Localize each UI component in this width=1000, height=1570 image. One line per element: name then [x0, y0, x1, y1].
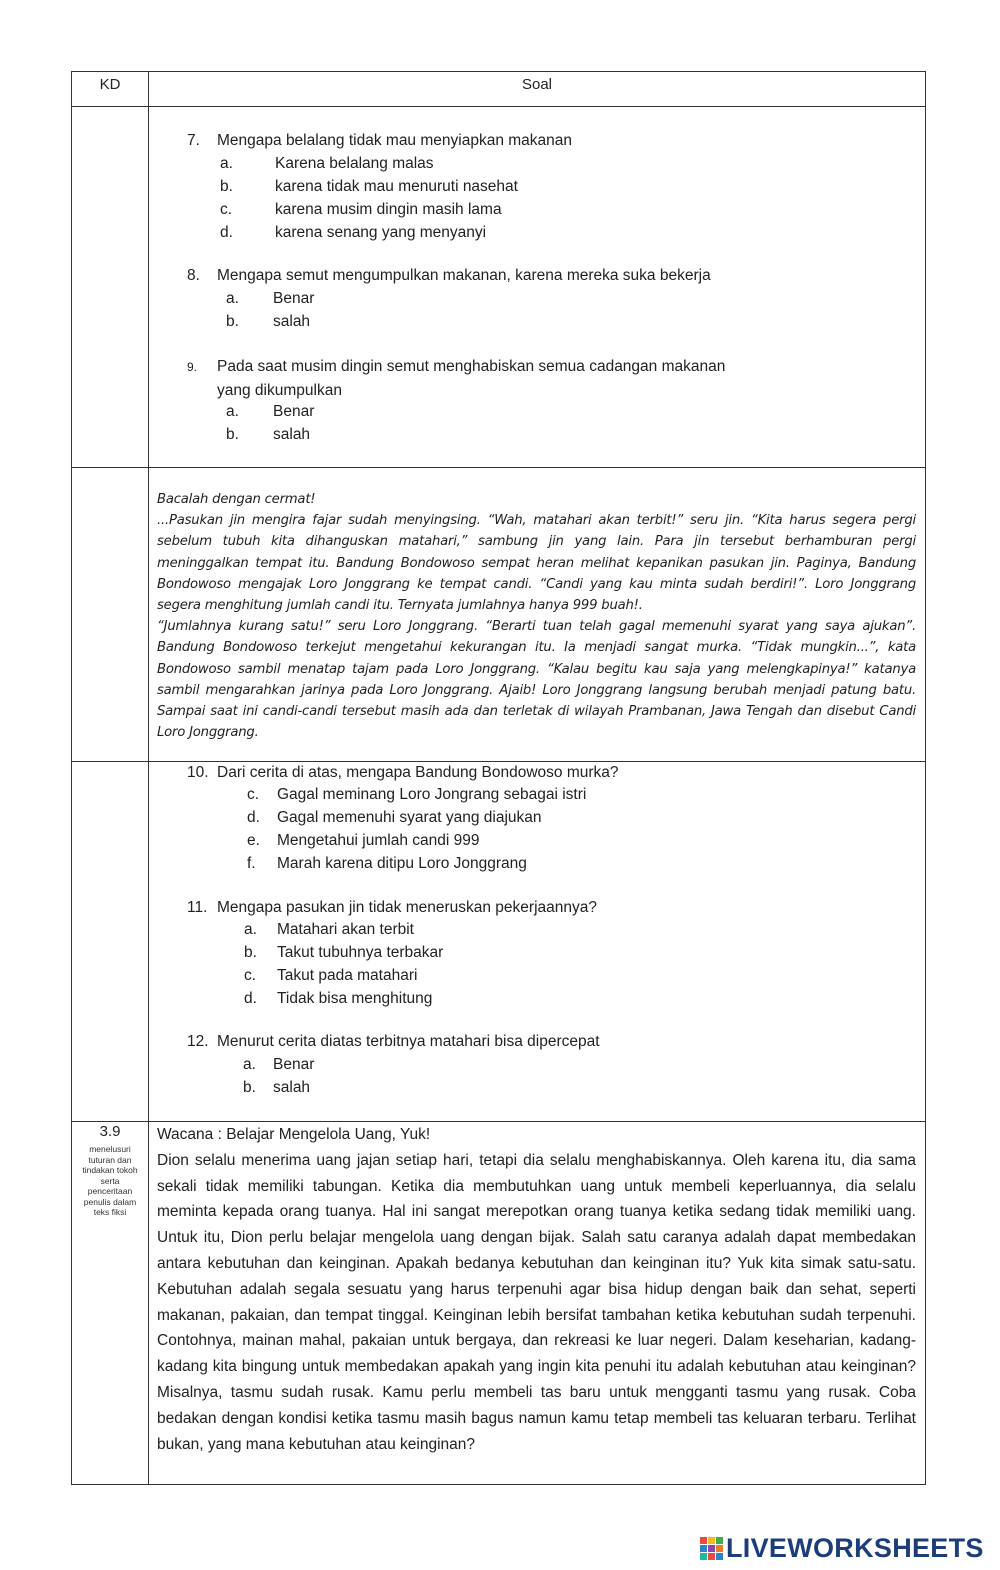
option-b[interactable]: b. karena tidak mau menuruti nasehat: [220, 178, 518, 195]
question-7: 7. Mengapa belalang tidak mau menyiapkan makanan: [187, 132, 573, 149]
liveworksheets-logo: [700, 1533, 984, 1563]
column-divider: [148, 72, 149, 1484]
option-d[interactable]: d. Tidak bisa menghitung: [244, 990, 433, 1007]
option-e[interactable]: e. Mengetahui jumlah candi 999: [247, 832, 480, 849]
question-11: 11. Mengapa pasukan jin tidak meneruskan pekerjaannya?: [187, 899, 597, 916]
option-b[interactable]: b. Takut tubuhnya terbakar: [244, 944, 444, 961]
row-divider: [72, 106, 925, 107]
question-8-options: [226, 287, 314, 333]
option-d[interactable]: d. karena senang yang menyanyi: [220, 224, 487, 241]
kd-code: 3.9: [99, 1123, 121, 1140]
wacana-title: Wacana : Belajar Mengelola Uang, Yuk!: [157, 1126, 431, 1143]
question-10: 10. Dari cerita di atas, mengapa Bandung Bondowoso murka?: [187, 764, 619, 781]
logo-text: LIVEWORKSHEETS: [726, 1532, 984, 1563]
story-passage: [157, 489, 916, 743]
option-a[interactable]: a. Matahari akan terbit: [244, 921, 414, 938]
row-divider: [72, 467, 925, 468]
question-12-options: [243, 1053, 314, 1099]
option-b[interactable]: b. salah: [226, 313, 311, 330]
question-12: 12. Menurut cerita diatas terbitnya matahari bisa dipercepat: [187, 1033, 600, 1050]
option-c[interactable]: c. Takut pada matahari: [244, 967, 418, 984]
wacana-passage: [157, 1122, 916, 1457]
header-kd: KD: [99, 76, 121, 93]
option-a[interactable]: a. Karena belalang malas: [220, 155, 434, 172]
question-9: 9. Pada saat musim dingin semut menghabiskan semua cadangan makanan yang dikumpulkan: [187, 358, 726, 399]
question-11-options: [244, 918, 443, 1010]
header-soal: Soal: [521, 76, 553, 93]
option-c[interactable]: c. karena musim dingin masih lama: [220, 201, 502, 218]
question-7-options: [220, 152, 518, 244]
option-d[interactable]: d. Gagal memenuhi syarat yang diajukan: [247, 809, 542, 826]
option-a[interactable]: a. Benar: [226, 403, 315, 420]
question-8: 8. Mengapa semut mengumpulkan makanan, karena mereka suka bekerja: [187, 267, 711, 284]
story-paragraph-2: “Jumlahnya kurang satu!” seru Loro Jonggrang. “Berarti tuan telah gagal memenuhi syarat yang saya ajukan”. Bandung Bondowoso terkejut mengetahui kekurangan itu. Ia menjadi sangat murka. “Tidak mungkin...”, kata Bondowoso sambil menatap tajam pada Loro Jonggrang. “Kalau begitu kau saja yang melengkapinya!” katanya sambil mengarahkan jarinya pada Loro Jonggrang. Ajaib! Loro Jonggrang langsung berubah menjadi patung batu. Sampai saat ini candi-candi tersebut masih ada dan terletak di wilayah Prambanan, Jawa Tengah dan disebut Candi Loro Jonggrang.: [157, 619, 916, 741]
logo-mark-icon: [700, 1537, 723, 1560]
kd-description: menelusuri tuturan dan tindakan tokoh serta penceritaan penulis dalam teks fiksi: [82, 1144, 138, 1217]
option-a[interactable]: a. Benar: [226, 290, 315, 307]
story-intro: Bacalah dengan cermat!: [157, 492, 316, 507]
option-a[interactable]: a. Benar: [243, 1056, 315, 1073]
story-paragraph-1: ...Pasukan jin mengira fajar sudah menyingsing. “Wah, matahari akan terbit!” seru jin. “Kita harus segera pergi sebelum tubuh kita dihanguskan matahari,” sambung jin yang lain. Para jin tersebut berhamburan pergi meninggalkan tempat itu. Bandung Bondowoso sempat heran melihat kepanikan pasukan jin. Paginya, Bandung Bondowoso mengajak Loro Jonggrang ke tempat candi. “Candi yang kau minta sudah berdiri!”. Loro Jonggrang segera menghitung jumlah candi itu. Ternyata jumlahnya hanya 999 buah!.: [157, 513, 916, 614]
option-c[interactable]: c. Gagal meminang Loro Jongrang sebagai istri: [247, 786, 587, 803]
option-b[interactable]: b. salah: [226, 426, 311, 443]
wacana-body: Dion selalu menerima uang jajan setiap hari, tetapi dia selalu menghabiskannya. Oleh karena itu, dia sama sekali tidak memiliki tabungan. Ketika dia membutuhkan uang untuk membeli keperluannya, dia selalu meminta kepada orang tuanya. Hal ini sangat merepotkan orang tuanya ketika sedang tidak memiliki uang. Untuk itu, Dion perlu belajar mengelola uang dengan bijak. Salah satu caranya adalah dapat membedakan antara kebutuhan dan keinginan. Apakah bedanya kebutuhan dan keinginan itu? Yuk kita simak satu-satu. Kebutuhan adalah segala sesuatu yang harus terpenuhi agar bisa hidup dengan baik dan sehat, seperti makanan, pakaian, dan tempat tinggal. Keinginan lebih bersifat tambahan ketika kebutuhan sudah terpenuhi. Contohnya, mainan mahal, pakaian untuk bergaya, dan rekreasi ke luar negeri. Dalam keseharian, kadang-kadang kita bingung untuk membedakan apakah yang ingin kita penuhi itu adalah kebutuhan atau keinginan? Misalnya, tasmu sudah rusak. Kamu perlu membeli tas baru untuk mengganti tasmu yang rusak. Coba bedakan dengan kondisi ketika tasmu masih bagus namun kamu tetap membeli tas keluaran terbaru. Terlihat bukan, yang mana kebutuhan atau keinginan?: [157, 1151, 916, 1453]
option-f[interactable]: f. Marah karena ditipu Loro Jonggrang: [247, 855, 527, 872]
option-b[interactable]: b. salah: [243, 1079, 311, 1096]
question-9-options: [226, 400, 314, 446]
question-10-options: [247, 783, 586, 875]
